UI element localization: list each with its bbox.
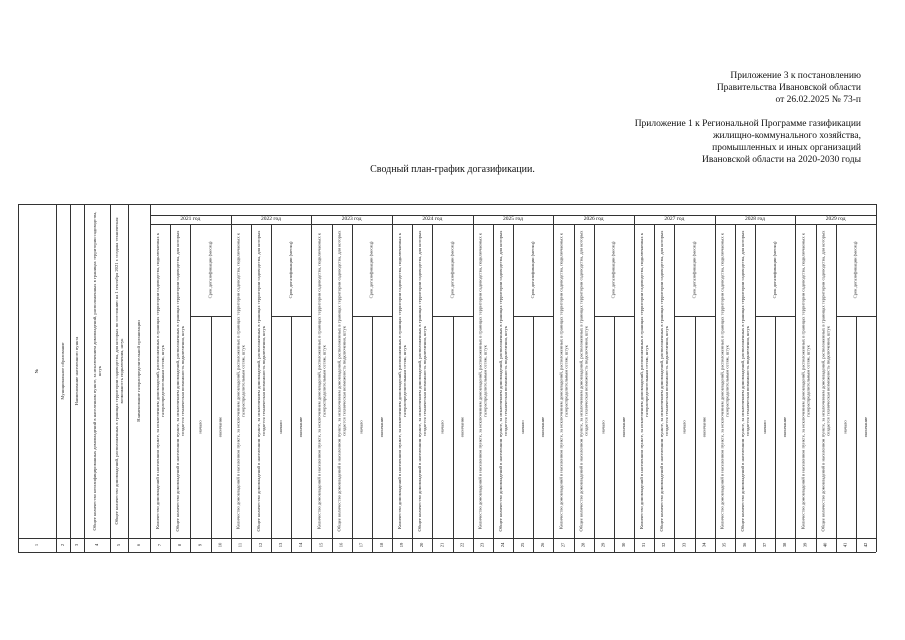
term-start-column-header: начало bbox=[439, 420, 445, 434]
term-column-header: Срок догазификации (месяц) bbox=[449, 241, 455, 299]
year-header: 2027 год bbox=[664, 216, 685, 222]
column-number: 34 bbox=[701, 542, 707, 548]
column-number: 24 bbox=[500, 542, 506, 548]
non-gasified-houses-column-header: Общее количество негазифицированных домовладений в населенном пункте, за исключением домовладений, расположенных в границах территории садоводства, штук bbox=[91, 211, 102, 531]
appendix3-line: Приложение 3 к постановлению bbox=[730, 71, 861, 81]
appendix3-header bbox=[717, 70, 861, 106]
column-number: 21 bbox=[439, 542, 445, 548]
column-number: 12 bbox=[258, 542, 264, 548]
year-header: 2023 год bbox=[341, 216, 362, 222]
table-rule bbox=[352, 316, 392, 317]
term-end-column-header: окончание bbox=[298, 416, 304, 438]
column-number: 17 bbox=[359, 542, 365, 548]
term-column-header: Срок догазификации (месяц) bbox=[853, 241, 859, 299]
table-rule bbox=[755, 316, 795, 317]
appendix1-line: жилищно-коммунального хозяйства, bbox=[712, 131, 861, 141]
table-rule bbox=[513, 316, 553, 317]
term-start-column-header: начало bbox=[843, 420, 849, 434]
table-rule bbox=[432, 316, 472, 317]
column-number: 18 bbox=[379, 542, 385, 548]
term-column-header: Срок догазификации (месяц) bbox=[207, 241, 213, 299]
houses-capacity-column-header: Общее количество домовладений в населенном пункте, за исключением домовладений, расположенных в границах территории садоводства, для которых создается техническая возможность подключения, штук bbox=[658, 230, 670, 532]
term-column-header: Срок догазификации (месяц) bbox=[288, 241, 294, 299]
appendix3-line: от 26.02.2025 № 73-п bbox=[775, 95, 861, 105]
table-border bbox=[18, 204, 876, 205]
column-number: 9 bbox=[197, 543, 203, 547]
column-number: 38 bbox=[782, 542, 788, 548]
term-end-column-header: окончание bbox=[863, 416, 869, 438]
houses-connected-column-header: Количество домовладений в населенном пункте, за исключением домовладений, расположенных в границах территории садоводства, подключаемых к газораспределительным сетям, штук bbox=[638, 232, 650, 530]
houses-connected-column-header: Количество домовладений в населенном пункте, за исключением домовладений, расположенных в границах территории садоводства, подключаемых к газораспределительным сетям, штук bbox=[235, 232, 246, 530]
column-number: 13 bbox=[278, 542, 284, 548]
houses-capacity-column-header: Общее количество домовладений в населенном пункте, за исключением домовладений, расположенных в границах территории садоводства, для которых создается техническая возможность подключения, штук bbox=[739, 230, 750, 532]
term-column-header: Срок догазификации (месяц) bbox=[530, 241, 536, 299]
term-end-column-header: окончание bbox=[621, 416, 627, 438]
column-number: 36 bbox=[742, 542, 748, 548]
houses-capacity-column-header: Общее количество домовладений в населенном пункте, за исключением домовладений, расположенных в границах территории садоводства, для которых создается техническая возможность подключения, штук bbox=[174, 230, 186, 532]
term-end-column-header: окончание bbox=[459, 416, 465, 438]
column-number: 41 bbox=[843, 542, 849, 548]
term-start-column-header: начало bbox=[359, 420, 365, 434]
houses-connected-column-header: Количество домовладений в населенном пункте, за исключением домовладений, расположенных в границах территории садоводства, подключаемых к газораспределительным сетям, штук bbox=[558, 232, 569, 530]
column-number: 27 bbox=[560, 542, 566, 548]
column-number: 11 bbox=[238, 542, 244, 548]
column-number: 20 bbox=[419, 542, 425, 548]
houses-capacity-column-header: Общее количество домовладений в населенном пункте, за исключением домовладений, расположенных в границах территории садоводства, для которых создается техническая возможность подключения, штук bbox=[497, 230, 508, 532]
column-number: 5 bbox=[116, 543, 122, 547]
municipality-column-header: Муниципальное образование bbox=[60, 342, 66, 400]
column-number: 4 bbox=[94, 543, 100, 547]
column-number: 42 bbox=[863, 542, 869, 548]
column-number: 22 bbox=[459, 542, 465, 548]
gas-company-column-header: Наименование газораспределительной организации bbox=[136, 320, 142, 422]
column-number: 37 bbox=[762, 542, 768, 548]
column-number: 25 bbox=[520, 542, 526, 548]
column-number: 16 bbox=[338, 542, 344, 548]
table-rule bbox=[594, 316, 634, 317]
term-start-column-header: начало bbox=[278, 420, 284, 434]
term-column-header: Срок догазификации (месяц) bbox=[772, 241, 778, 299]
term-start-column-header: начало bbox=[762, 420, 768, 434]
column-number: 6 bbox=[136, 543, 142, 547]
term-end-column-header: окончание bbox=[379, 416, 385, 438]
term-start-column-header: начало bbox=[681, 420, 687, 434]
term-end-column-header: окончание bbox=[701, 416, 707, 438]
term-column-header: Срок догазификации (месяц) bbox=[611, 241, 617, 299]
table-rule bbox=[190, 316, 230, 317]
term-column-header: Срок догазификации (месяц) bbox=[369, 241, 375, 299]
garden-houses-column-header: Общее количество домовладений, расположенных в границах территории садоводства, для которых по состоянию на 1 сентября 2021 г. создана техническая возможность подключения, штук bbox=[113, 217, 124, 525]
column-number: 29 bbox=[601, 542, 607, 548]
year-header: 2022 год bbox=[261, 216, 281, 222]
appendix1-line: Ивановской области на 2020-2030 годы bbox=[702, 155, 861, 165]
table-border bbox=[18, 552, 876, 553]
column-number: 40 bbox=[822, 542, 828, 548]
column-number: 30 bbox=[621, 542, 627, 548]
page-title: Сводный план-график догазификации. bbox=[370, 164, 535, 175]
houses-connected-column-header: Количество домовладений в населенном пункте, за исключением домовладений, расположенных в границах территории садоводства, подключаемых к газораспределительным сетям, штук bbox=[719, 232, 730, 530]
term-end-column-header: окончание bbox=[217, 416, 223, 438]
year-header: 2028 год bbox=[745, 216, 765, 222]
appendix1-line: Приложение 1 к Региональной Программе газификации bbox=[634, 119, 861, 129]
table-rule bbox=[271, 316, 311, 317]
column-number: 33 bbox=[681, 542, 687, 548]
houses-connected-column-header: Количество домовладений в населенном пункте, за исключением домовладений, расположенных в границах территории садоводства, подключаемых к газораспределительным сетям, штук bbox=[154, 232, 166, 530]
column-number: 23 bbox=[480, 542, 486, 548]
row-number-column-header: № bbox=[34, 368, 40, 374]
year-header: 2029 год bbox=[825, 216, 846, 222]
houses-capacity-column-header: Общее количество домовладений в населенном пункте, за исключением домовладений, расположенных в границах территории садоводства, для которых создается техническая возможность подключения, штук bbox=[578, 230, 589, 532]
column-number: 15 bbox=[318, 542, 324, 548]
column-number: 19 bbox=[399, 542, 405, 548]
houses-capacity-column-header: Общее количество домовладений в населенном пункте, за исключением домовладений, расположенных в границах территории садоводства, для которых создается техническая возможность подключения, штук bbox=[416, 230, 428, 532]
year-header: 2025 год bbox=[503, 216, 523, 222]
column-number: 39 bbox=[802, 542, 808, 548]
houses-connected-column-header: Количество домовладений в населенном пункте, за исключением домовладений, расположенных в границах территории садоводства, подключаемых к газораспределительным сетям, штук bbox=[477, 232, 488, 530]
houses-capacity-column-header: Общее количество домовладений в населенном пункте, за исключением домовладений, расположенных в границах территории садоводства, для которых создается техническая возможность подключения, штук bbox=[336, 230, 347, 532]
year-header: 2021 год bbox=[180, 216, 201, 222]
column-number: 1 bbox=[34, 543, 40, 547]
term-end-column-header: окончание bbox=[540, 416, 546, 438]
table-rule bbox=[674, 316, 714, 317]
term-end-column-header: окончание bbox=[782, 416, 788, 438]
houses-capacity-column-header: Общее количество домовладений в населенном пункте, за исключением домовладений, расположенных в границах территории садоводства, для которых создается техническая возможность подключения, штук bbox=[255, 230, 266, 532]
column-number: 3 bbox=[74, 543, 80, 547]
term-start-column-header: начало bbox=[197, 420, 203, 434]
column-number: 31 bbox=[641, 542, 647, 548]
houses-capacity-column-header: Общее количество домовладений в населенном пункте, за исключением домовладений, расположенных в границах территории садоводства, для которых создается техническая возможность подключения, штук bbox=[820, 230, 831, 532]
column-number: 8 bbox=[177, 543, 183, 547]
column-number: 7 bbox=[157, 543, 163, 547]
column-number: 28 bbox=[580, 542, 586, 548]
houses-connected-column-header: Количество домовладений в населенном пункте, за исключением домовладений, расположенных в границах территории садоводства, подключаемых к газораспределительным сетям, штук bbox=[396, 232, 408, 530]
appendix1-line: промышленных и иных организаций bbox=[712, 143, 861, 153]
appendix1-header bbox=[635, 118, 861, 166]
houses-connected-column-header: Количество домовладений в населенном пункте, за исключением домовладений, расположенных в границах территории садоводства, подключаемых к газораспределительным сетям, штук bbox=[800, 232, 811, 530]
column-number: 26 bbox=[540, 542, 546, 548]
table-border bbox=[876, 204, 877, 552]
appendix3-line: Правительства Ивановской области bbox=[716, 83, 861, 93]
column-number: 35 bbox=[722, 542, 728, 548]
term-start-column-header: начало bbox=[520, 420, 526, 434]
houses-connected-column-header: Количество домовладений в населенном пункте, за исключением домовладений, расположенных в границах территории садоводства, подключаемых к газораспределительным сетям, штук bbox=[316, 232, 327, 530]
column-number: 32 bbox=[661, 542, 667, 548]
term-column-header: Срок догазификации (месяц) bbox=[691, 241, 697, 299]
column-number: 14 bbox=[298, 542, 304, 548]
settlement-column-header: Наименование населенного пункта bbox=[74, 336, 80, 406]
column-number: 10 bbox=[217, 542, 223, 548]
term-start-column-header: начало bbox=[601, 420, 607, 434]
year-header: 2024 год bbox=[422, 216, 443, 222]
column-number: 2 bbox=[60, 543, 66, 547]
table-rule bbox=[836, 316, 876, 317]
year-header: 2026 год bbox=[583, 216, 604, 222]
